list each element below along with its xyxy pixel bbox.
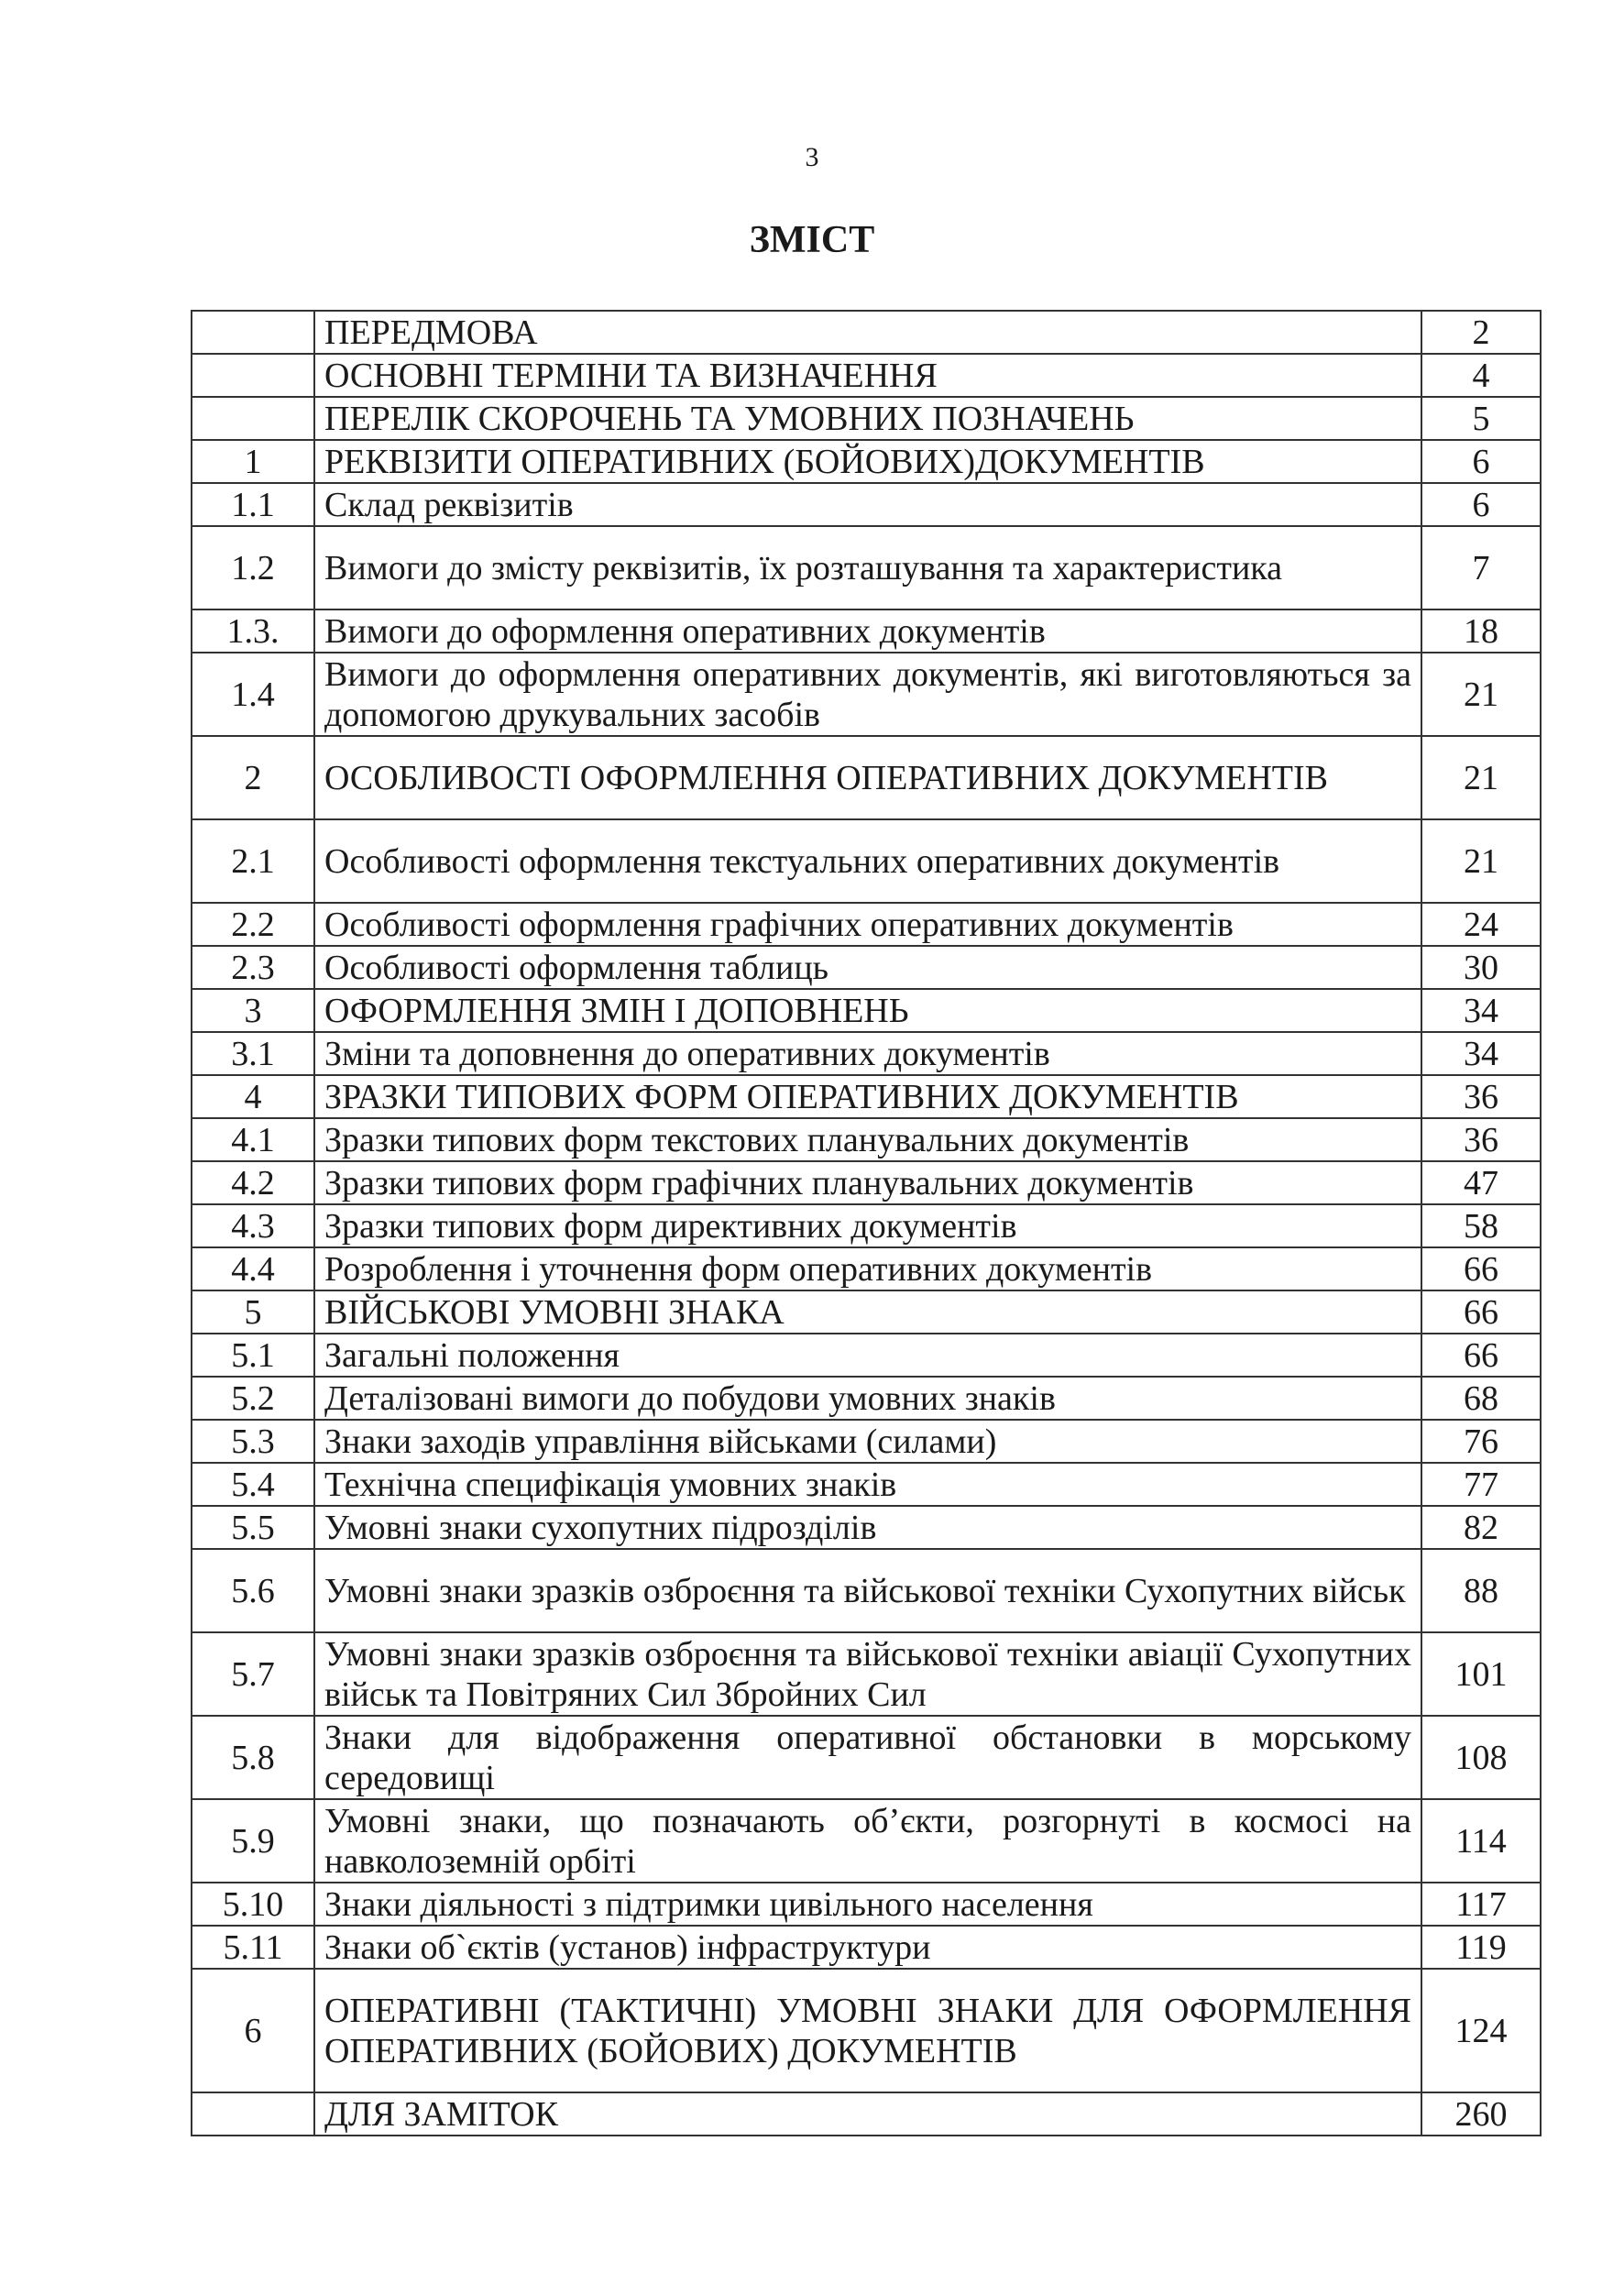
- toc-section-title: Вимоги до оформлення оперативних документів: [314, 609, 1421, 653]
- toc-section-title: ПЕРЕЛІК СКОРОЧЕНЬ ТА УМОВНИХ ПОЗНАЧЕНЬ: [314, 397, 1421, 440]
- toc-section-title: Умовні знаки сухопутних підрозділів: [314, 1506, 1421, 1549]
- toc-section-title: ПЕРЕДМОВА: [314, 311, 1421, 354]
- toc-row: [192, 483, 1541, 526]
- toc-row: [192, 1420, 1541, 1463]
- toc-section-title: Знаки діяльності з підтримки цивільного населення: [314, 1883, 1421, 1926]
- toc-page-number: 114: [1421, 1799, 1541, 1883]
- toc-page-number: 77: [1421, 1463, 1541, 1506]
- toc-section-number: 5.2: [192, 1377, 314, 1420]
- toc-section-title: Зразки типових форм директивних документів: [314, 1204, 1421, 1247]
- toc-row: [192, 1506, 1541, 1549]
- toc-row: [192, 440, 1541, 483]
- toc-row: [192, 1032, 1541, 1075]
- toc-row: [192, 397, 1541, 440]
- toc-page-number: 66: [1421, 1247, 1541, 1290]
- toc-page-number: 260: [1421, 2092, 1541, 2136]
- toc-section-number: 6: [192, 1969, 314, 2092]
- toc-section-number: 4: [192, 1075, 314, 1118]
- toc-row: [192, 819, 1541, 903]
- toc-page-number: 36: [1421, 1118, 1541, 1161]
- toc-section-number: 5.3: [192, 1420, 314, 1463]
- toc-row: [192, 1247, 1541, 1290]
- toc-row: [192, 1716, 1541, 1799]
- toc-page-number: 124: [1421, 1969, 1541, 2092]
- toc-section-title: Знаки заходів управління військами (силами): [314, 1420, 1421, 1463]
- table-of-contents: [191, 310, 1542, 2136]
- toc-section-number: 4.3: [192, 1204, 314, 1247]
- toc-section-number: 4.2: [192, 1161, 314, 1204]
- toc-section-title: Деталізовані вимоги до побудови умовних знаків: [314, 1377, 1421, 1420]
- toc-section-title: Розроблення і уточнення форм оперативних документів: [314, 1247, 1421, 1290]
- toc-section-number: 5.10: [192, 1883, 314, 1926]
- toc-section-title: РЕКВІЗИТИ ОПЕРАТИВНИХ (БОЙОВИХ)ДОКУМЕНТІВ: [314, 440, 1421, 483]
- toc-section-title: Зразки типових форм текстових планувальних документів: [314, 1118, 1421, 1161]
- toc-page-number: 34: [1421, 989, 1541, 1032]
- toc-section-title: ОСОБЛИВОСТІ ОФОРМЛЕННЯ ОПЕРАТИВНИХ ДОКУМЕНТІВ: [314, 736, 1421, 819]
- toc-page-number: 76: [1421, 1420, 1541, 1463]
- toc-section-title: Загальні положення: [314, 1334, 1421, 1377]
- toc-row: [192, 354, 1541, 397]
- page-number: 3: [805, 142, 819, 172]
- toc-row: [192, 1926, 1541, 1969]
- toc-section-number: 5.4: [192, 1463, 314, 1506]
- toc-section-number: 4.4: [192, 1247, 314, 1290]
- toc-row: [192, 903, 1541, 946]
- toc-section-number: 4.1: [192, 1118, 314, 1161]
- toc-row: [192, 1463, 1541, 1506]
- toc-row: [192, 1883, 1541, 1926]
- toc-page-number: 6: [1421, 440, 1541, 483]
- toc-section-number: 5.11: [192, 1926, 314, 1969]
- toc-section-title: ЗРАЗКИ ТИПОВИХ ФОРМ ОПЕРАТИВНИХ ДОКУМЕНТІВ: [314, 1075, 1421, 1118]
- toc-section-number: 2.3: [192, 946, 314, 989]
- toc-row: [192, 1118, 1541, 1161]
- page-title: ЗМІСТ: [749, 219, 875, 261]
- toc-section-title: ОФОРМЛЕННЯ ЗМІН І ДОПОВНЕНЬ: [314, 989, 1421, 1032]
- toc-section-number: 5.7: [192, 1632, 314, 1716]
- toc-section-number: 5.5: [192, 1506, 314, 1549]
- toc-page-number: 66: [1421, 1290, 1541, 1334]
- toc-section-title: Особливості оформлення графічних оперативних документів: [314, 903, 1421, 946]
- toc-section-title: Зразки типових форм графічних планувальних документів: [314, 1161, 1421, 1204]
- toc-page-number: 117: [1421, 1883, 1541, 1926]
- toc-section-number: 1.1: [192, 483, 314, 526]
- toc-row: [192, 1204, 1541, 1247]
- toc-page-number: 36: [1421, 1075, 1541, 1118]
- toc-section-number: 3: [192, 989, 314, 1032]
- toc-section-number: [192, 397, 314, 440]
- toc-row: [192, 1161, 1541, 1204]
- toc-page-number: 4: [1421, 354, 1541, 397]
- toc-section-number: [192, 2092, 314, 2136]
- toc-page-number: 21: [1421, 653, 1541, 736]
- toc-page-number: 47: [1421, 1161, 1541, 1204]
- toc-page-number: 24: [1421, 903, 1541, 946]
- toc-section-title: Зміни та доповнення до оперативних документів: [314, 1032, 1421, 1075]
- toc-row: [192, 526, 1541, 609]
- toc-page-number: 21: [1421, 736, 1541, 819]
- toc-section-number: 5.9: [192, 1799, 314, 1883]
- toc-page-number: 88: [1421, 1549, 1541, 1632]
- toc-row: [192, 736, 1541, 819]
- toc-page-number: 119: [1421, 1926, 1541, 1969]
- toc-row: [192, 1075, 1541, 1118]
- toc-row: [192, 653, 1541, 736]
- toc-page-number: 66: [1421, 1334, 1541, 1377]
- toc-section-number: 5.6: [192, 1549, 314, 1632]
- toc-page-number: 82: [1421, 1506, 1541, 1549]
- toc-section-title: Особливості оформлення таблиць: [314, 946, 1421, 989]
- toc-page-number: 2: [1421, 311, 1541, 354]
- toc-row: [192, 609, 1541, 653]
- toc-section-title: ВІЙСЬКОВІ УМОВНІ ЗНАКА: [314, 1290, 1421, 1334]
- toc-section-number: 1.2: [192, 526, 314, 609]
- toc-page-number: 101: [1421, 1632, 1541, 1716]
- toc-section-title: Склад реквізитів: [314, 483, 1421, 526]
- toc-section-title: Знаки об`єктів (установ) інфраструктури: [314, 1926, 1421, 1969]
- toc-section-number: 2.2: [192, 903, 314, 946]
- toc-section-title: ДЛЯ ЗАМІТОК: [314, 2092, 1421, 2136]
- toc-section-title: Особливості оформлення текстуальних оперативних документів: [314, 819, 1421, 903]
- toc-section-number: 1: [192, 440, 314, 483]
- toc-row: [192, 1377, 1541, 1420]
- toc-section-number: [192, 311, 314, 354]
- toc-section-title: ОСНОВНІ ТЕРМІНИ ТА ВИЗНАЧЕННЯ: [314, 354, 1421, 397]
- toc-row: [192, 1632, 1541, 1716]
- toc-page-number: 21: [1421, 819, 1541, 903]
- toc-body: [192, 311, 1541, 2136]
- toc-section-number: 3.1: [192, 1032, 314, 1075]
- toc-row: [192, 311, 1541, 354]
- toc-row: [192, 1290, 1541, 1334]
- toc-page-number: 108: [1421, 1716, 1541, 1799]
- toc-row: [192, 1799, 1541, 1883]
- toc-section-title: Вимоги до оформлення оперативних документів, які виготовляються за допомогою друкувальних засобів: [314, 653, 1421, 736]
- toc-section-title: ОПЕРАТИВНІ (ТАКТИЧНІ) УМОВНІ ЗНАКИ ДЛЯ ОФОРМЛЕННЯ ОПЕРАТИВНИХ (БОЙОВИХ) ДОКУМЕНТІВ: [314, 1969, 1421, 2092]
- toc-section-number: 1.3.: [192, 609, 314, 653]
- toc-section-number: 5: [192, 1290, 314, 1334]
- toc-section-number: [192, 354, 314, 397]
- toc-section-number: 1.4: [192, 653, 314, 736]
- toc-page-number: 58: [1421, 1204, 1541, 1247]
- toc-row: [192, 1549, 1541, 1632]
- toc-section-title: Умовні знаки зразків озброєння та військової техніки авіації Сухопутних військ та Повітряних Сил Збройних Сил: [314, 1632, 1421, 1716]
- toc-section-title: Умовні знаки, що позначають об’єкти, розгорнуті в космосі на навколоземній орбіті: [314, 1799, 1421, 1883]
- toc-row: [192, 2092, 1541, 2136]
- toc-row: [192, 946, 1541, 989]
- toc-page-number: 68: [1421, 1377, 1541, 1420]
- toc-page-number: 30: [1421, 946, 1541, 989]
- toc-section-number: 5.1: [192, 1334, 314, 1377]
- toc-section-title: Умовні знаки зразків озброєння та військової техніки Сухопутних військ: [314, 1549, 1421, 1632]
- toc-section-number: 5.8: [192, 1716, 314, 1799]
- toc-row: [192, 989, 1541, 1032]
- toc-page-number: 7: [1421, 526, 1541, 609]
- toc-page-number: 34: [1421, 1032, 1541, 1075]
- toc-page-number: 6: [1421, 483, 1541, 526]
- toc-section-title: Технічна специфікація умовних знаків: [314, 1463, 1421, 1506]
- toc-section-number: 2.1: [192, 819, 314, 903]
- toc-section-number: 2: [192, 736, 314, 819]
- toc-row: [192, 1969, 1541, 2092]
- toc-page-number: 18: [1421, 609, 1541, 653]
- toc-row: [192, 1334, 1541, 1377]
- toc-page-number: 5: [1421, 397, 1541, 440]
- toc-section-title: Знаки для відображення оперативної обстановки в морському середовищі: [314, 1716, 1421, 1799]
- toc-section-title: Вимоги до змісту реквізитів, їх розташування та характеристика: [314, 526, 1421, 609]
